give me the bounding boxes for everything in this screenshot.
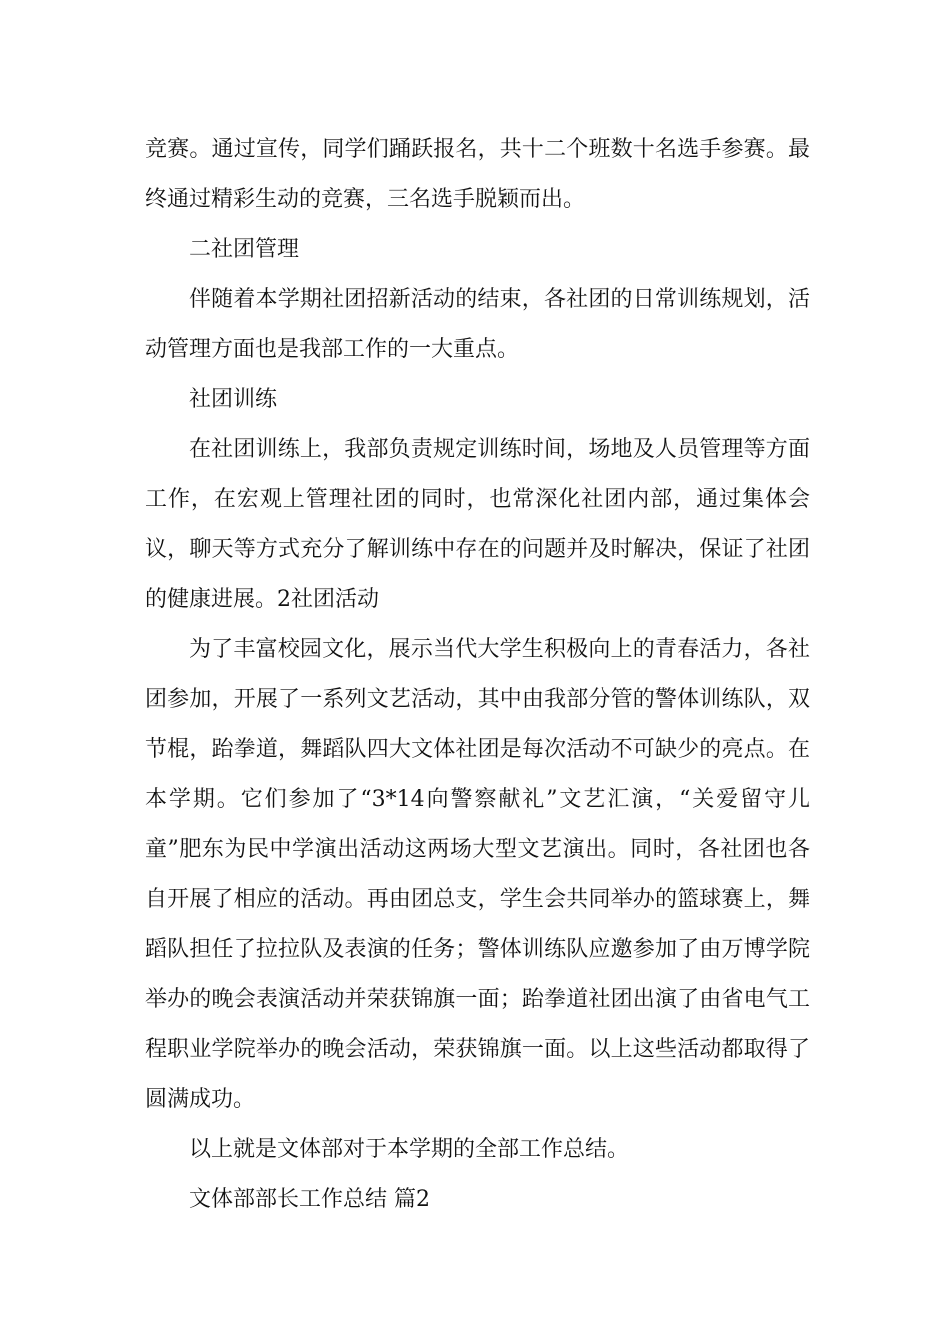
- section-heading-club-management: 二社团管理: [189, 237, 300, 262]
- paragraph-club-activities: 为了丰富校园文化，展示当代大学生积极向上的青春活力，各社团参加，开展了一系列文艺活动，其中由我部分管的警体训练队，双节棍，跆拳道，舞蹈队四大文体社团是每次活动不可缺少的亮点。在本学期。它们参加了“3*14向警察献礼”文艺汇演，“关爱留守儿童”肥东为民中学演出活动这两场大型文艺演出。同时，各社团也各自开展了相应的活动。再由团总支，学生会共同举办的篮球赛上，舞蹈队担任了拉拉队及表演的任务；警体训练队应邀参加了由万博学院举办的晚会表演活动并荣获锦旗一面；跆拳道社团出演了由省电气工程职业学院举办的晚会活动，荣获锦旗一面。以上这些活动都取得了圆满成功。: [145, 637, 810, 1112]
- subheading-club-training: 社团训练: [189, 387, 278, 412]
- paragraph-club-training: 在社团训练上，我部负责规定训练时间，场地及人员管理等方面工作，在宏观上管理社团的同时，也常深化社团内部，通过集体会议，聊天等方式充分了解训练中存在的问题并及时解决，保证了社团的健康进展。2社团活动: [145, 437, 810, 612]
- paragraph-continuation: 竞赛。通过宣传，同学们踊跃报名，共十二个班数十名选手参赛。最终通过精彩生动的竞赛，三名选手脱颖而出。: [145, 137, 810, 212]
- next-section-title: 文体部部长工作总结 篇2: [189, 1187, 430, 1212]
- paragraph-summary-closing: 以上就是文体部对于本学期的全部工作总结。: [189, 1137, 630, 1162]
- document-body: [145, 125, 810, 1225]
- paragraph-club-management-intro: 伴随着本学期社团招新活动的结束，各社团的日常训练规划，活动管理方面也是我部工作的一大重点。: [145, 287, 810, 362]
